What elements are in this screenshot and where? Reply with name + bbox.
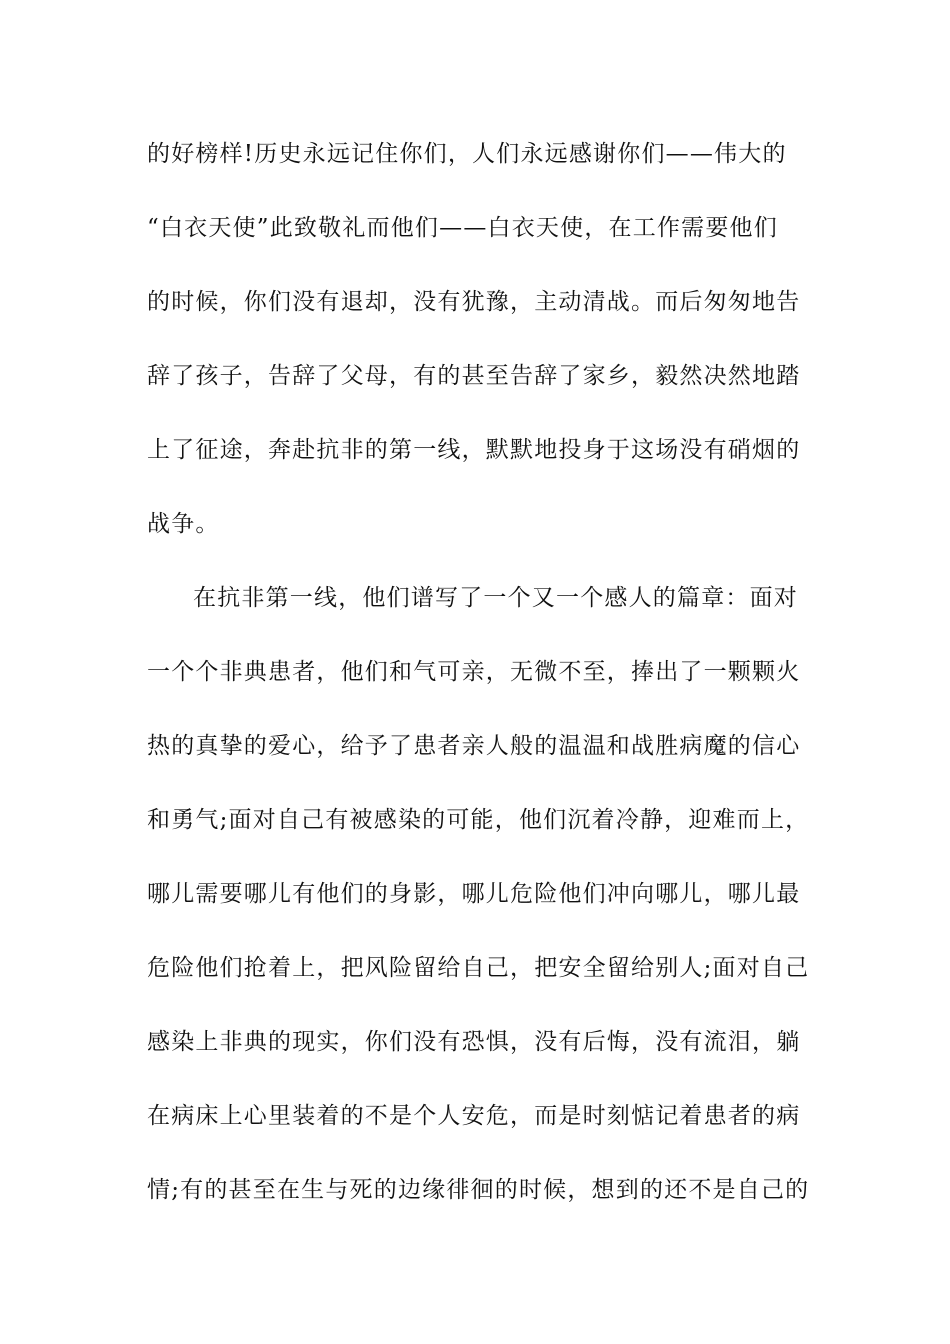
text-line: 战争。: [147, 511, 220, 537]
text-line: 感染上非典的现实，你们没有恐惧，没有后悔，没有流泪，躺: [147, 1029, 801, 1055]
text-line: 情;有的甚至在生与死的边缘徘徊的时候，想到的还不是自己的: [147, 1177, 810, 1203]
text-line: 危险他们抢着上，把风险留给自己，把安全留给别人;面对自己: [147, 955, 810, 981]
text-line: 上了征途，奔赴抗非的第一线，默默地投身于这场没有硝烟的: [147, 437, 801, 463]
text-line: 辞了孩子，告辞了父母，有的甚至告辞了家乡，毅然决然地踏: [147, 363, 801, 389]
text-line: 哪儿需要哪儿有他们的身影，哪儿危险他们冲向哪儿，哪儿最: [147, 881, 801, 907]
text-line: 一个个非典患者，他们和气可亲，无微不至，捧出了一颗颗火: [147, 659, 801, 685]
text-line: 的时候，你们没有退却，没有犹豫，主动清战。而后匆匆地告: [147, 289, 801, 315]
text-line: “白衣天使”此致敬礼而他们——白衣天使，在工作需要他们: [147, 215, 778, 241]
text-line: 和勇气;面对自己有被感染的可能，他们沉着冷静，迎难而上，: [147, 807, 810, 833]
text-line: 的好榜样!历史永远记住你们，人们永远感谢你们——伟大的: [147, 141, 787, 167]
paragraph-start-line: 在抗非第一线，他们谱写了一个又一个感人的篇章：面对: [193, 585, 798, 611]
text-line: 热的真挚的爱心，给予了患者亲人般的温温和战胜病魔的信心: [147, 733, 801, 759]
text-line: 在病床上心里装着的不是个人安危，而是时刻惦记着患者的病: [147, 1103, 801, 1129]
